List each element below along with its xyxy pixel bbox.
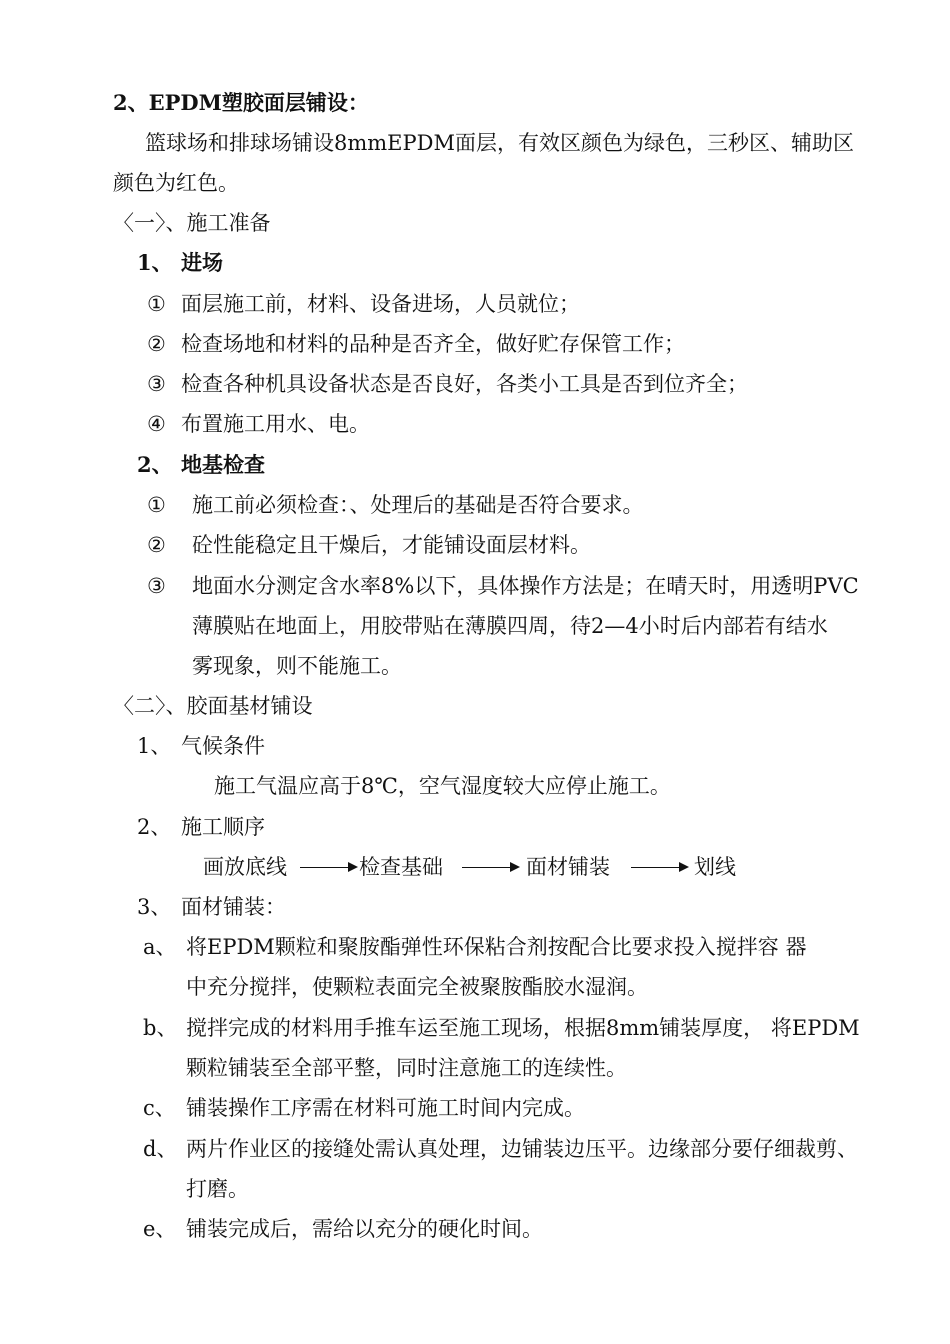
list-item-text: 铺装操作工序需在材料可施工时间内完成。 <box>186 1096 585 1120</box>
intro-line-1: 篮球场和排球场铺设8mmEPDM面层，有效区颜色为绿色，三秒区、辅助区 <box>145 131 854 155</box>
list-item-text: 铺装完成后，需给以充分的硬化时间。 <box>186 1217 543 1241</box>
list-marker: ④ <box>147 412 166 436</box>
part2-heading: 〈二〉、胶面基材铺设 <box>113 694 313 718</box>
part1-sub2-marker: 2、 <box>137 452 173 477</box>
list-item-continuation: 中充分搅拌，使颗粒表面完全被聚胺酯胶水湿润。 <box>186 975 648 999</box>
part2-sub3-marker: 3、 <box>137 895 172 919</box>
list-item-text: 将EPDM颗粒和聚胺酯弹性环保粘合剂按配合比要求投入搅拌容 器 <box>186 935 807 959</box>
part1-sub1-title: 进场 <box>181 250 223 275</box>
list-marker: ③ <box>147 372 166 396</box>
list-item-continuation: 雾现象，则不能施工。 <box>192 654 402 678</box>
part1-heading: 〈一〉、施工准备 <box>113 211 271 235</box>
list-marker: a、 <box>143 935 177 959</box>
list-item-text: 搅拌完成的材料用手推车运至施工现场，根据8mm铺装厚度， 将EPDM <box>186 1016 860 1040</box>
list-item-text: 地面水分测定含水率8%以下，具体操作方法是；在晴天时，用透明PVC <box>192 574 859 598</box>
list-item-continuation: 颗粒铺装至全部平整，同时注意施工的连续性。 <box>186 1056 627 1080</box>
flow-step: 划线 <box>694 855 736 879</box>
list-item-continuation: 打磨。 <box>186 1177 249 1201</box>
list-marker: c、 <box>143 1096 176 1120</box>
part1-sub2-title: 地基检查 <box>181 452 265 477</box>
list-item-text: 布置施工用水、电。 <box>181 412 370 436</box>
part1-sub1-marker: 1、 <box>137 250 173 275</box>
arrow-right-icon <box>631 867 687 868</box>
list-item-text: 检查场地和材料的品种是否齐全，做好贮存保管工作； <box>181 332 685 356</box>
section-title: 2、EPDM塑胶面层铺设： <box>113 90 369 115</box>
part2-sub2-marker: 2、 <box>137 815 172 839</box>
list-item-text: 检查各种机具设备状态是否良好，各类小工具是否到位齐全； <box>181 372 748 396</box>
list-item-continuation: 薄膜贴在地面上，用胶带贴在薄膜四周，待2—4小时后内部若有结水 <box>192 614 828 638</box>
list-marker: ② <box>147 533 166 557</box>
list-marker: ① <box>147 493 166 517</box>
flow-step: 画放底线 <box>203 855 287 879</box>
intro-line-2: 颜色为红色。 <box>113 171 239 195</box>
list-item-text: 面层施工前，材料、设备进场，人员就位； <box>181 292 580 316</box>
part2-sub2-title: 施工顺序 <box>181 815 265 839</box>
arrow-right-icon <box>300 867 356 868</box>
part2-sub1-title: 气候条件 <box>181 734 265 758</box>
arrow-right-icon <box>462 867 518 868</box>
list-marker: ② <box>147 332 166 356</box>
flow-step: 检查基础 <box>359 855 443 879</box>
list-item-text: 砼性能稳定且干燥后，才能铺设面层材料。 <box>192 533 591 557</box>
list-item-text: 两片作业区的接缝处需认真处理，边铺装边压平。边缘部分要仔细裁剪、 <box>186 1137 858 1161</box>
list-marker: b、 <box>143 1016 178 1040</box>
list-marker: e、 <box>143 1217 177 1241</box>
process-flow <box>0 852 950 882</box>
list-marker: ③ <box>147 574 166 598</box>
part2-sub3-title: 面材铺装： <box>181 895 286 919</box>
list-marker: d、 <box>143 1137 178 1161</box>
part2-sub1-marker: 1、 <box>137 734 172 758</box>
flow-step: 面材铺装 <box>526 855 610 879</box>
list-marker: ① <box>147 292 166 316</box>
part2-sub1-text: 施工气温应高于8℃，空气湿度较大应停止施工。 <box>214 774 671 798</box>
list-item-text: 施工前必须检查：、处理后的基础是否符合要求。 <box>192 493 644 517</box>
